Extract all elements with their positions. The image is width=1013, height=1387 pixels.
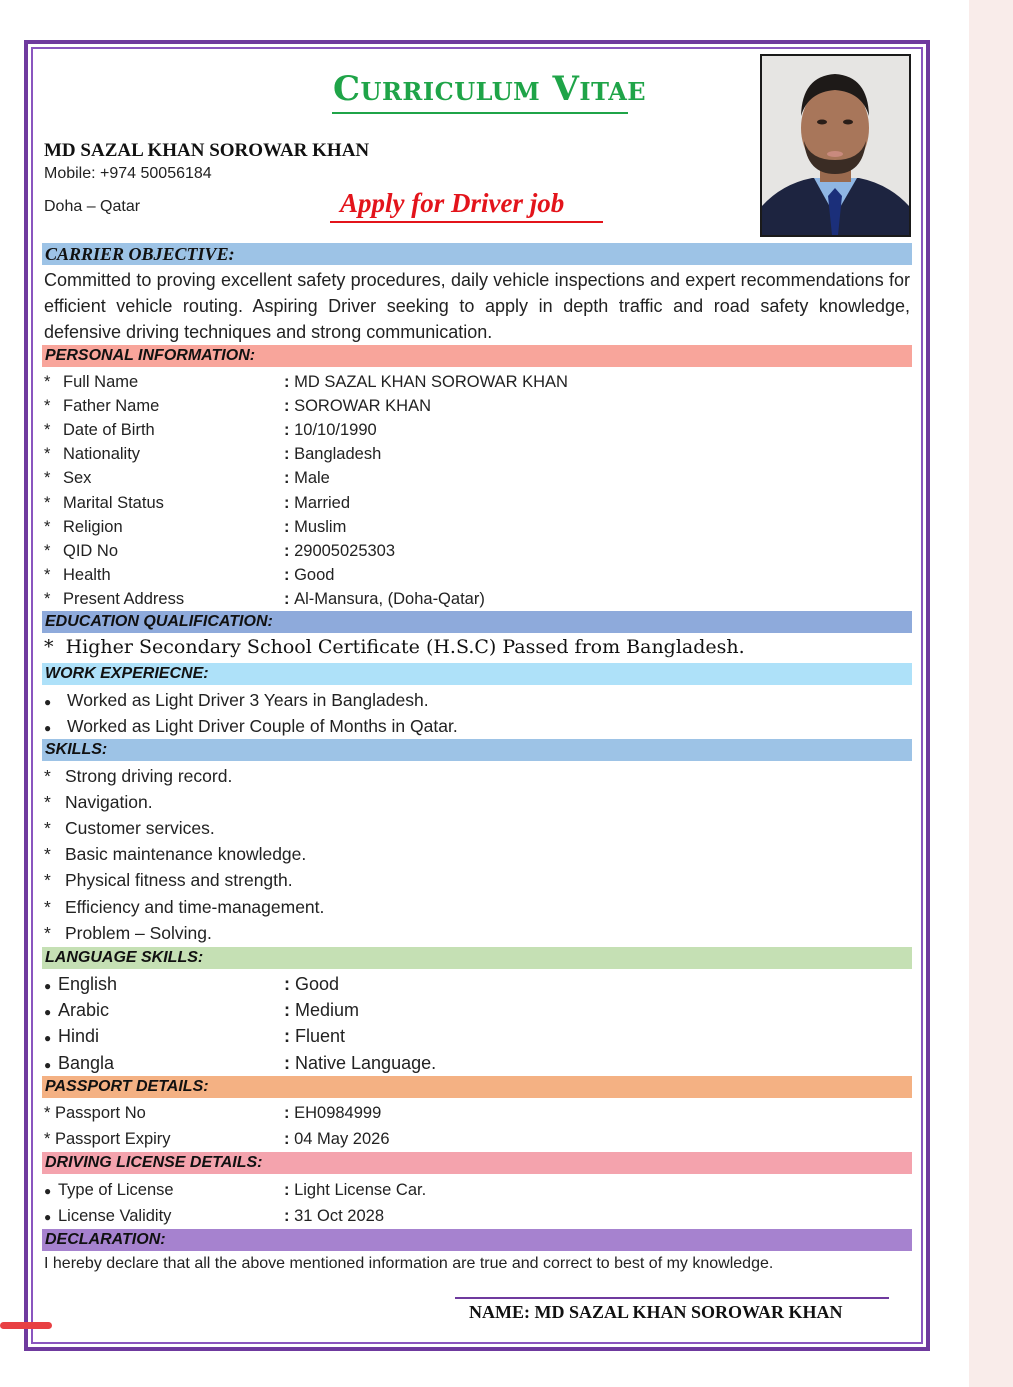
section-heading-education: EDUCATION QUALIFICATION: bbox=[42, 611, 912, 633]
value-text: Good bbox=[294, 565, 335, 584]
colon-separator: : bbox=[284, 1052, 295, 1073]
person-photo-icon bbox=[762, 56, 909, 235]
row-value bbox=[284, 442, 381, 466]
list-item bbox=[44, 921, 212, 945]
row-value bbox=[284, 515, 346, 539]
row-label: Marital Status bbox=[63, 493, 164, 512]
value-text: Male bbox=[294, 469, 330, 488]
colon-separator: : bbox=[284, 1026, 295, 1047]
item-text: Strong driving record. bbox=[65, 766, 233, 786]
value-text: Married bbox=[294, 493, 351, 512]
section-heading-passport: PASSPORT DETAILS: bbox=[42, 1076, 912, 1098]
row-value bbox=[284, 539, 395, 563]
value-text: SOROWAR KHAN bbox=[294, 397, 431, 416]
row-value bbox=[284, 587, 485, 611]
candidate-name: MD SAZAL KHAN SOROWAR KHAN bbox=[44, 140, 370, 161]
info-row bbox=[44, 491, 351, 515]
list-item bbox=[44, 895, 324, 919]
annotation-mark bbox=[0, 1322, 52, 1329]
item-text: Worked as Light Driver 3 Years in Bangladesh. bbox=[67, 690, 429, 710]
item-text: Navigation. bbox=[65, 792, 153, 813]
value-text: 10/10/1990 bbox=[294, 421, 377, 440]
colon-separator: : bbox=[284, 1181, 295, 1199]
profile-photo bbox=[760, 54, 911, 237]
asterisk-bullet: * bbox=[44, 397, 51, 416]
value-text: 31 Oct 2028 bbox=[294, 1207, 384, 1225]
item-text: Efficiency and time-management. bbox=[65, 896, 325, 917]
asterisk-bullet: * bbox=[44, 766, 51, 786]
colon-separator: : bbox=[284, 493, 295, 512]
asterisk-bullet: * bbox=[44, 844, 51, 865]
dot-bullet-icon: ● bbox=[44, 979, 52, 993]
info-row bbox=[44, 563, 335, 587]
colon-separator: : bbox=[284, 1207, 295, 1225]
info-row bbox=[44, 972, 340, 996]
document-title: Curriculum Vitae bbox=[333, 69, 647, 109]
info-row bbox=[44, 466, 330, 490]
row-label: QID No bbox=[63, 541, 119, 560]
title-underline bbox=[332, 112, 628, 114]
info-row bbox=[44, 587, 485, 611]
row-label: Date of Birth bbox=[63, 421, 155, 440]
row-label: Present Address bbox=[63, 589, 185, 608]
dot-bullet-icon: ● bbox=[44, 695, 52, 709]
asterisk-bullet: * bbox=[44, 922, 51, 943]
row-label: Passport Expiry bbox=[55, 1130, 171, 1148]
row-label: Religion bbox=[63, 517, 123, 536]
item-text: Basic maintenance knowledge. bbox=[65, 844, 307, 865]
row-value bbox=[284, 1051, 436, 1075]
colon-separator: : bbox=[284, 1000, 295, 1021]
value-text: 04 May 2026 bbox=[294, 1130, 390, 1148]
location: Doha – Qatar bbox=[44, 198, 141, 215]
asterisk-bullet: * bbox=[44, 589, 51, 608]
row-value bbox=[284, 1101, 381, 1125]
info-row bbox=[44, 1127, 390, 1151]
asterisk-bullet: * bbox=[44, 493, 51, 512]
colon-separator: : bbox=[284, 541, 295, 560]
row-label: License Validity bbox=[58, 1207, 172, 1225]
signature-line bbox=[455, 1297, 889, 1299]
row-label: Father Name bbox=[63, 397, 160, 416]
row-value bbox=[284, 394, 431, 418]
row-label: Type of License bbox=[58, 1181, 174, 1199]
education-text: Higher Secondary School Certificate (H.S.C) Passed from Bangladesh. bbox=[65, 636, 745, 658]
info-row bbox=[44, 418, 377, 442]
row-value bbox=[284, 491, 350, 515]
info-row bbox=[44, 1178, 427, 1202]
value-text: Bangladesh bbox=[294, 445, 382, 464]
row-value bbox=[284, 1127, 390, 1151]
row-value bbox=[284, 1024, 345, 1048]
row-label: Passport No bbox=[55, 1104, 146, 1122]
colon-separator: : bbox=[284, 974, 295, 994]
info-row bbox=[44, 1101, 382, 1125]
value-text: Medium bbox=[295, 1000, 360, 1021]
list-item bbox=[44, 714, 458, 738]
row-label: Bangla bbox=[58, 1052, 115, 1073]
asterisk-bullet: * bbox=[44, 896, 51, 917]
dot-bullet-icon: ● bbox=[44, 1184, 52, 1198]
dot-bullet-icon: ● bbox=[44, 1005, 52, 1020]
row-value bbox=[284, 972, 339, 996]
row-value bbox=[284, 1178, 426, 1202]
asterisk-bullet: * bbox=[44, 870, 51, 891]
colon-separator: : bbox=[284, 445, 295, 464]
asterisk-bullet: * bbox=[44, 1104, 51, 1122]
list-item bbox=[44, 790, 153, 814]
apply-underline bbox=[330, 221, 603, 223]
section-heading-languages: LANGUAGE SKILLS: bbox=[42, 947, 912, 969]
row-value bbox=[284, 563, 334, 587]
colon-separator: : bbox=[284, 469, 295, 488]
list-item bbox=[44, 868, 293, 892]
colon-separator: : bbox=[284, 397, 295, 416]
colon-separator: : bbox=[284, 373, 295, 391]
row-label: Nationality bbox=[63, 445, 141, 464]
value-text: MD SAZAL KHAN SOROWAR KHAN bbox=[294, 373, 568, 391]
section-heading-work: WORK EXPERIECNE: bbox=[42, 663, 912, 685]
colon-separator: : bbox=[284, 1130, 295, 1148]
dot-bullet-icon: ● bbox=[44, 1057, 52, 1072]
row-value bbox=[284, 418, 377, 442]
asterisk-bullet: * bbox=[44, 421, 51, 440]
info-row bbox=[44, 1051, 437, 1075]
asterisk-bullet: * bbox=[44, 1130, 51, 1148]
value-text: 29005025303 bbox=[294, 541, 396, 560]
info-row bbox=[44, 442, 382, 466]
list-item bbox=[44, 764, 232, 788]
info-row bbox=[44, 370, 568, 394]
colon-separator: : bbox=[284, 565, 295, 584]
section-heading-skills: SKILLS: bbox=[42, 739, 912, 761]
info-row bbox=[44, 998, 360, 1022]
asterisk-bullet: * bbox=[44, 445, 51, 464]
section-heading-license: DRIVING LICENSE DETAILS: bbox=[42, 1152, 912, 1174]
info-row bbox=[44, 394, 431, 418]
list-item bbox=[44, 842, 306, 866]
item-text: Worked as Light Driver Couple of Months in Qatar. bbox=[67, 716, 458, 736]
value-text: Fluent bbox=[295, 1026, 346, 1047]
info-row bbox=[44, 1204, 384, 1228]
row-label: Sex bbox=[63, 469, 92, 488]
colon-separator: : bbox=[284, 517, 295, 536]
dot-bullet-icon: ● bbox=[44, 721, 52, 735]
row-label: Arabic bbox=[58, 1000, 110, 1021]
item-text: Physical fitness and strength. bbox=[65, 870, 293, 891]
value-text: Native Language. bbox=[295, 1052, 437, 1073]
list-item bbox=[44, 816, 215, 840]
asterisk-bullet: * bbox=[44, 373, 51, 391]
row-label: Full Name bbox=[63, 373, 139, 391]
value-text: Al-Mansura, (Doha-Qatar) bbox=[294, 589, 485, 608]
dot-bullet-icon: ● bbox=[44, 1031, 52, 1046]
item-text: Problem – Solving. bbox=[65, 922, 212, 943]
mobile-number: Mobile: +974 50056184 bbox=[44, 165, 212, 182]
dot-bullet-icon: ● bbox=[44, 1210, 52, 1224]
info-row bbox=[44, 539, 396, 563]
row-label: Health bbox=[63, 565, 111, 584]
info-row bbox=[44, 1024, 346, 1048]
value-text: Good bbox=[295, 974, 340, 994]
row-value bbox=[284, 1204, 384, 1228]
value-text: Light License Car. bbox=[294, 1181, 427, 1199]
signature-name: NAME: MD SAZAL KHAN SOROWAR KHAN bbox=[469, 1302, 843, 1322]
asterisk-bullet: * bbox=[44, 565, 51, 584]
item-text: Customer services. bbox=[65, 818, 215, 839]
value-text: EH0984999 bbox=[294, 1104, 382, 1122]
asterisk-bullet: * bbox=[44, 818, 51, 839]
asterisk-bullet: * bbox=[44, 469, 51, 488]
row-value bbox=[284, 998, 359, 1022]
colon-separator: : bbox=[284, 1104, 295, 1122]
info-row bbox=[44, 515, 347, 539]
list-item bbox=[44, 688, 429, 712]
asterisk-bullet: * bbox=[44, 792, 51, 813]
row-label: English bbox=[58, 974, 118, 994]
section-heading-declaration: DECLARATION: bbox=[42, 1229, 912, 1251]
row-value bbox=[284, 466, 330, 490]
asterisk-bullet: * bbox=[44, 636, 54, 658]
value-text: Muslim bbox=[294, 517, 347, 536]
objective-text: Committed to proving excellent safety procedures, daily vehicle inspections and expert recommendations for efficient vehicle routing. Aspiring Driver seeking to apply in depth traffic and road safety knowledge, defensive driving techniques and strong communication. bbox=[44, 270, 910, 342]
section-heading-objective: CARRIER OBJECTIVE: bbox=[42, 243, 912, 265]
declaration-text: I hereby declare that all the above mentioned information are true and correct to best of my knowledge. bbox=[44, 1255, 774, 1272]
asterisk-bullet: * bbox=[44, 517, 51, 536]
row-value bbox=[284, 370, 568, 394]
apply-for-job: Apply for Driver job bbox=[340, 188, 565, 218]
education-item bbox=[44, 636, 745, 658]
asterisk-bullet: * bbox=[44, 541, 51, 560]
colon-separator: : bbox=[284, 589, 295, 608]
section-heading-personal: PERSONAL INFORMATION: bbox=[42, 345, 912, 367]
row-label: Hindi bbox=[58, 1026, 100, 1047]
colon-separator: : bbox=[284, 421, 295, 440]
